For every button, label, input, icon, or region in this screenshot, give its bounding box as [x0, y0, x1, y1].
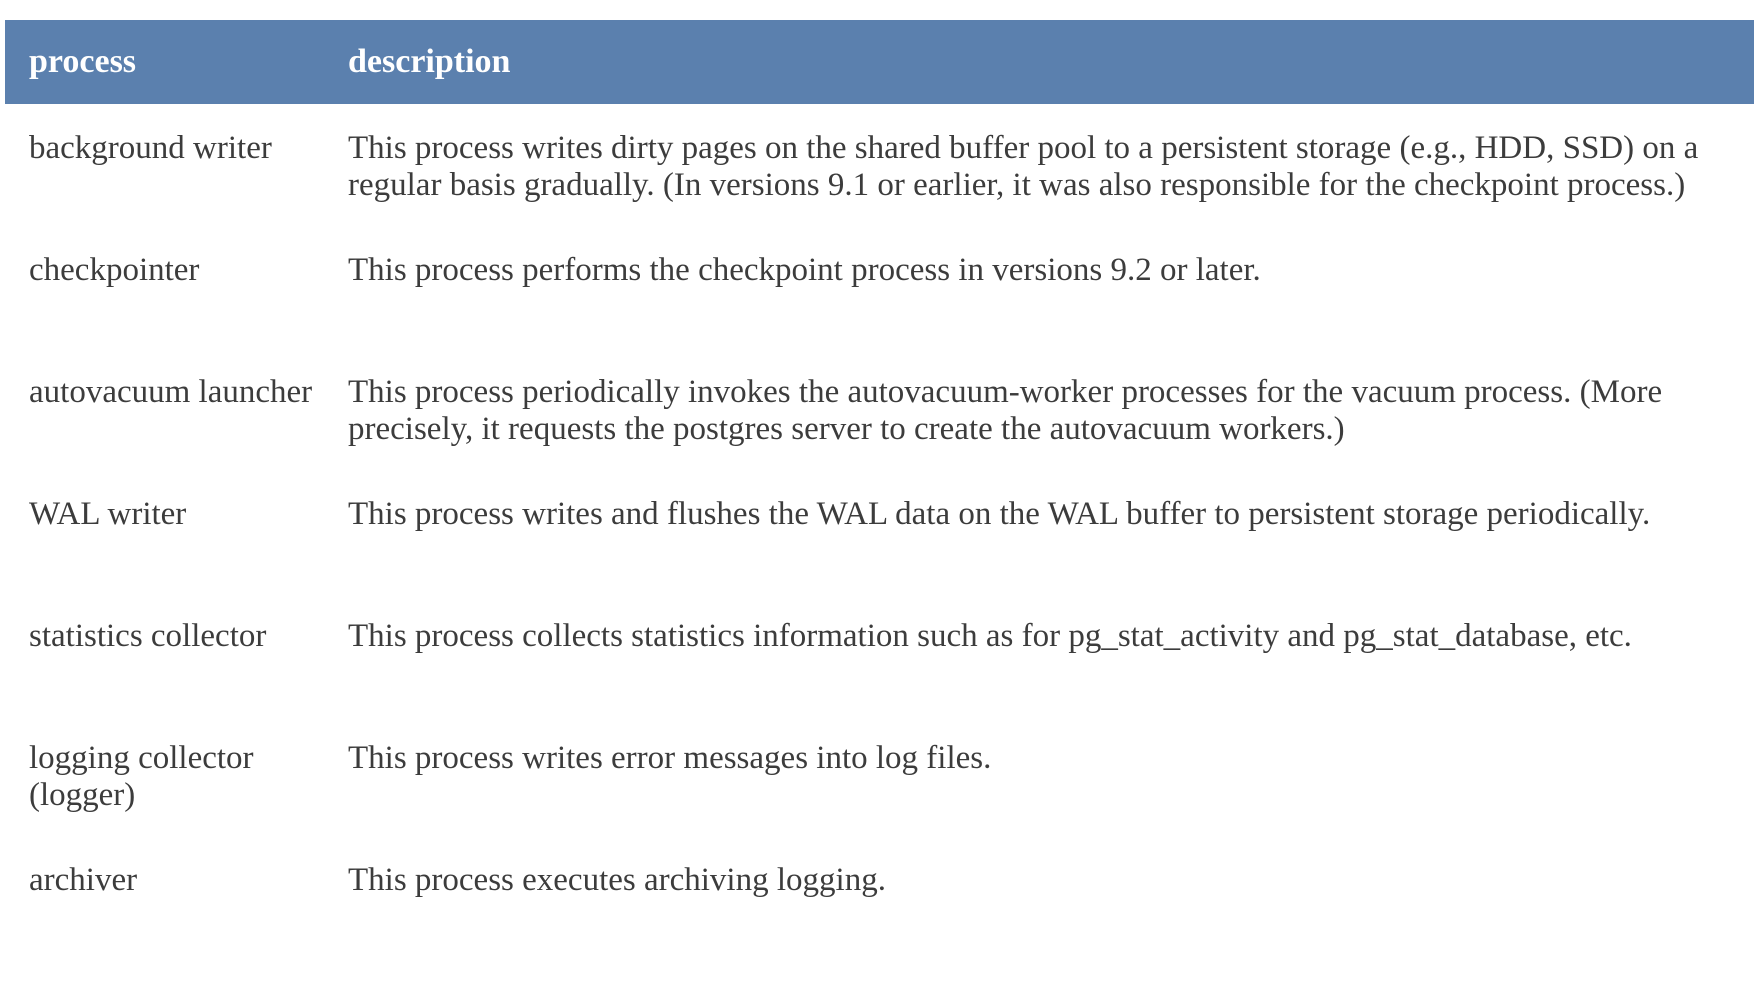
process-cell: WAL writer [29, 496, 187, 532]
process-cell: autovacuum launcher [29, 374, 313, 410]
process-cell: statistics collector [29, 618, 267, 654]
table-row [5, 838, 1754, 960]
description-cell: This process periodically invokes the autovacuum-worker processes for the vacuum process. (More precisely, it requests the postgres server to create the autovacuum workers.) [348, 374, 1663, 447]
table-row [5, 472, 1754, 594]
process-cell: archiver [29, 862, 138, 898]
description-cell: This process performs the checkpoint process in versions 9.2 or later. [348, 252, 1261, 288]
table-header-row [5, 20, 1754, 104]
description-cell: This process writes and flushes the WAL data on the WAL buffer to persistent storage periodically. [348, 496, 1651, 532]
description-cell: This process collects statistics information such as for pg_stat_activity and pg_stat_database, etc. [348, 618, 1632, 654]
table-row [5, 350, 1754, 472]
table-row [5, 716, 1754, 838]
table-row [5, 104, 1754, 228]
description-cell: This process writes dirty pages on the shared buffer pool to a persistent storage (e.g., HDD, SSD) on a regular basis gradually. (In versions 9.1 or earlier, it was also responsible for the checkpoint process.) [348, 130, 1699, 203]
table-row [5, 228, 1754, 350]
description-cell: This process writes error messages into log files. [348, 740, 992, 776]
process-cell: background writer [29, 130, 272, 166]
description-cell: This process executes archiving logging. [348, 862, 886, 898]
process-cell: logging collector (logger) [29, 740, 254, 813]
column-header-description: description [348, 20, 1754, 104]
column-header-process: process [5, 20, 348, 104]
process-cell: checkpointer [29, 252, 200, 288]
process-table [5, 20, 1754, 960]
table-row [5, 594, 1754, 716]
